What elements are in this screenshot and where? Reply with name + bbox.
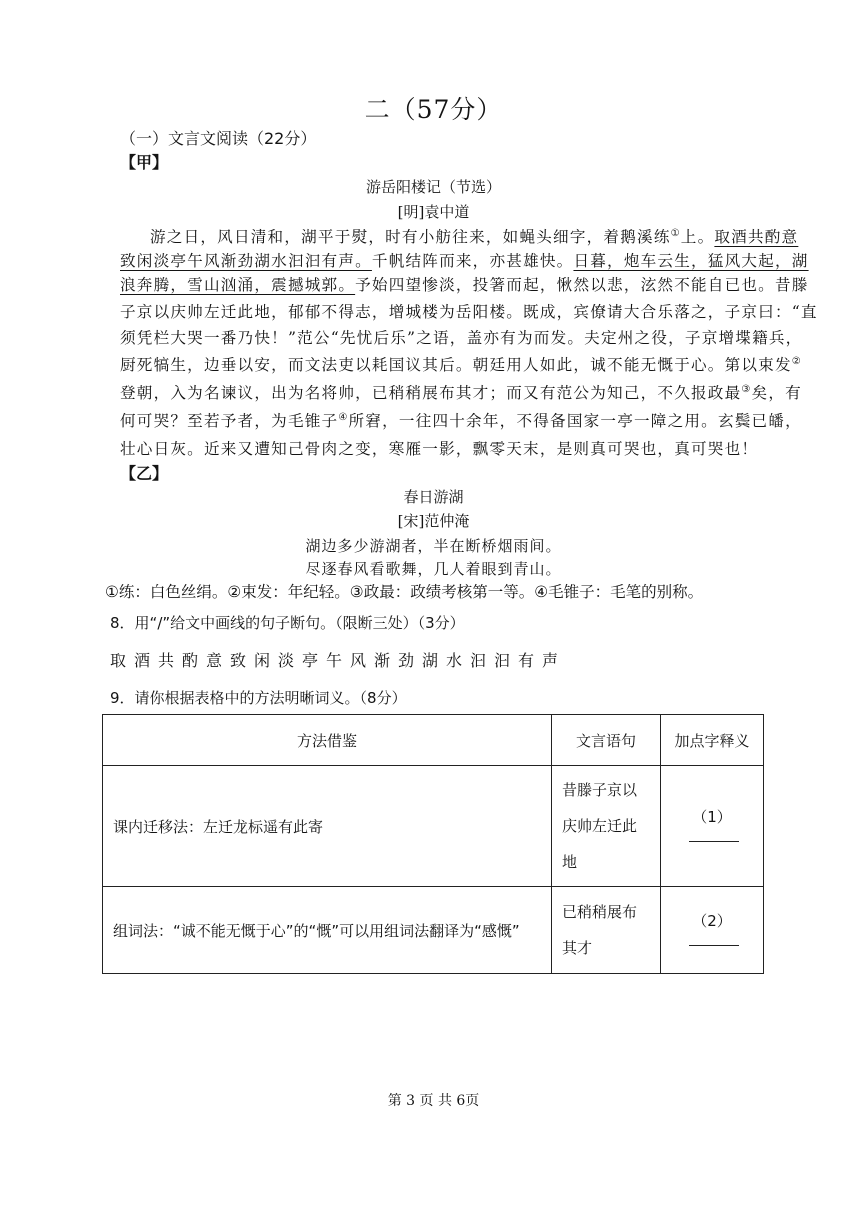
- answer-label: （1）: [692, 808, 732, 826]
- page-title: 二（57分）: [364, 95, 503, 124]
- method-table: [102, 714, 764, 974]
- footnotes: ①练：白色丝绢。②束发：年纪轻。③政最：政绩考核第一等。④毛锥子：毛笔的别称。: [105, 583, 704, 601]
- underlined-sentence: 日暮，炮车云生，猛风大起，湖: [573, 252, 809, 270]
- table-header-row: [103, 715, 764, 766]
- answer-blank[interactable]: [689, 827, 739, 842]
- passage-line: 子京以庆帅左迁此地，郁郁不得志，增城楼为岳阳楼。既成，宾僚请大合乐落之，子京曰：“直: [120, 303, 818, 321]
- passage-line: 致闲淡亭午风渐劲湖水汩汩有声。千帆结阵而来，亦甚雄快。日暮，炮车云生，猛风大起，湖: [120, 252, 809, 270]
- footnote-mark: ①: [670, 227, 681, 239]
- footnote-mark: ②: [791, 355, 802, 367]
- answer-blank[interactable]: [689, 931, 739, 946]
- passage-line: 游之日，风日清和，湖平于熨，时有小舫往来，如蝇头细字，着鹅溪练①上。取酒共酌意: [150, 227, 799, 246]
- table-row: [103, 887, 764, 974]
- passage-line: 何可哭？至若予者，为毛锥子④所窘，一往四十余年，不得备国家一亭一障之用。玄鬓已皤，: [120, 411, 802, 430]
- table-header: 加点字释义: [661, 715, 764, 766]
- passage-a-tag: 【甲】: [120, 153, 169, 172]
- passage-line: 登朝，入为名谏议，出为名将帅，已稍稍展布其才；而又有范公为知己，不久报政最③矣，有: [120, 383, 802, 402]
- underlined-sentence: 致闲淡亭午风渐劲湖水汩汩有声。: [120, 252, 372, 270]
- passage-line: 厨死犒生，边垂以安，而文法吏以耗国议其后。朝廷用人如此，诚不能无慨于心。第以束发②: [120, 355, 802, 374]
- passage-a-title: 游岳阳楼记（节选）: [365, 178, 501, 196]
- question-8-prompt: 8．用“/”给文中画线的句子断句。（限断三处）（3分）: [110, 614, 465, 632]
- underlined-sentence: 取酒共酌意: [714, 228, 799, 246]
- sentence-cell: 昔滕子京以庆帅左迁此地: [552, 766, 661, 887]
- table-header: 文言语句: [552, 715, 661, 766]
- section-heading: （一）文言文阅读（22分）: [120, 129, 317, 148]
- question-8-sequence: 取酒共酌意致闲淡亭午风渐劲湖水汩汩有声: [110, 651, 567, 670]
- method-cell: 课内迁移法：左迁龙标遥有此寄: [103, 766, 552, 887]
- passage-line: 浪奔腾，雪山汹涌，震撼城郭。予始四望惨淡，投箸而起，愀然以悲，泫然不能自已也。昔滕: [120, 276, 809, 294]
- footnote-mark: ③: [741, 383, 752, 395]
- answer-label: （2）: [692, 912, 732, 930]
- footnote-mark: ④: [338, 411, 349, 423]
- passage-line: 须凭栏大哭一番乃快！”范公“先忧后乐”之语，盖亦有为而发。夫定州之役，子京增堞籍兵，: [120, 329, 803, 347]
- page-footer: 第 3 页 共 6页: [387, 1093, 480, 1109]
- sentence-cell: 已稍稍展布其才: [552, 887, 661, 974]
- table-row: [103, 766, 764, 887]
- underlined-sentence: 浪奔腾，雪山汹涌，震撼城郭。: [120, 276, 356, 294]
- method-cell: 组词法：“诚不能无慨于心”的“慨”可以用组词法翻译为“感慨”: [103, 887, 552, 974]
- poem-line: 尽逐春风看歌舞，几人着眼到青山。: [305, 560, 562, 578]
- passage-b-title: 春日游湖: [403, 488, 464, 506]
- question-9-prompt: 9．请你根据表格中的方法明晰词义。（8分）: [110, 689, 407, 707]
- answer-cell[interactable]: [661, 887, 764, 974]
- answer-cell[interactable]: [661, 766, 764, 887]
- passage-b-tag: 【乙】: [120, 464, 169, 483]
- passage-a-author: [明]袁中道: [397, 203, 470, 221]
- table-header: 方法借鉴: [103, 715, 552, 766]
- poem-line: 湖边多少游湖者，半在断桥烟雨间。: [305, 537, 562, 555]
- passage-b-author: [宋]范仲淹: [397, 512, 470, 530]
- passage-line: 壮心日灰。近来又遭知己骨肉之变，寒雁一影，飘零天末，是则真可哭也，真可哭也！: [120, 440, 759, 458]
